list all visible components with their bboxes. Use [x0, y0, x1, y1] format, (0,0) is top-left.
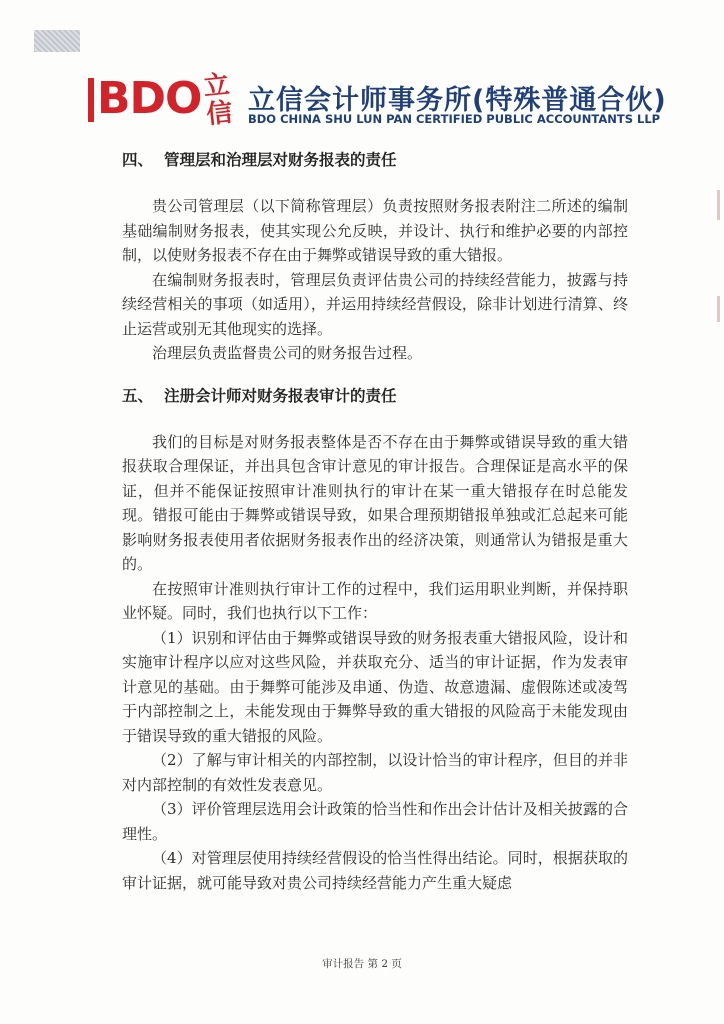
page-footer: 审计报告 第 2 页 — [322, 958, 402, 970]
list-item: （3）评价管理层选用会计政策的恰当性和作出会计估计及相关披露的合理性。 — [122, 800, 628, 843]
section-number: 四、 — [122, 151, 154, 169]
logo-bar — [88, 78, 94, 122]
paragraph: 在编制财务报表时，管理层负责评估贵公司的持续经营能力，披露与持续经营相关的事项（如适用），并运用持续经营假设，除非计划进行清算、终止运营或别无其他现实的选择。 — [122, 270, 628, 338]
firm-name-cn: 立信会计师事务所(特殊普通合伙) — [248, 85, 667, 116]
section-heading — [122, 148, 628, 170]
paragraph: 我们的目标是对财务报表整体是否不存在由于舞弊或错误导致的重大错报获取合理保证，并出具包含审计意见的审计报告。合理保证是高水平的保证，但并不能保证按照审计准则执行的审计在某一重大错报存在时总能发现。错报可能由于舞弊或错误导致，如果合理预期错报单独或汇总起来可能影响财务报表使用者依据财务报表作出的经济决策，则通常认为错报是重大的。 — [122, 432, 628, 573]
section-title: 注册会计师对财务报表审计的责任 — [164, 386, 397, 405]
list-item: （4）对管理层使用持续经营假设的恰当性得出结论。同时，根据获取的审计证据，就可能导致对贵公司持续经营能力产生重大疑虑 — [122, 849, 628, 892]
edge-mark — [717, 296, 720, 322]
list-item: （2）了解与审计相关的内部控制，以设计恰当的审计程序，但目的并非对内部控制的有效性发表意见。 — [122, 751, 628, 794]
firm-name-en: BDO CHINA SHU LUN PAN CERTIFIED PUBLIC ACCOUNTANTS LLP — [248, 112, 661, 126]
section-title: 管理层和治理层对财务报表的责任 — [164, 151, 397, 169]
paragraph: 治理层负责监督贵公司的财务报告过程。 — [152, 344, 423, 362]
paragraph: 贵公司管理层（以下简称管理层）负责按照财务报表附注二所述的编制基础编制财务报表，使其实现公允反映，并设计、执行和维护必要的内部控制，以使财务报表不存在由于舞弊或错误导致的重大错报。 — [122, 197, 628, 264]
paragraph: 在按照审计准则执行审计工作的过程中，我们运用职业判断，并保持职业怀疑。同时，我们也执行以下工作： — [122, 579, 628, 622]
scan-stamp-mark — [34, 30, 80, 52]
section-heading — [122, 384, 628, 406]
logo-text: BDO — [97, 73, 202, 124]
list-item: （1）识别和评估由于舞弊或错误导致的财务报表重大错报风险，设计和实施审计程序以应对这些风险，并获取充分、适当的审计证据，作为发表审计意见的基础。由于舞弊可能涉及串通、伪造、故意遗漏、虚假陈述或凌驾于内部控制之上，未能发现由于舞弊导致的重大错报的风险高于未能发现由于错误导致的重大错报的风险。 — [122, 628, 628, 745]
bdo-logo — [88, 74, 201, 124]
edge-mark — [717, 190, 720, 220]
section-number: 五、 — [122, 386, 154, 405]
report-body — [122, 148, 628, 895]
letterhead — [88, 69, 688, 131]
logo-cn-mark: 立信 — [202, 69, 234, 131]
